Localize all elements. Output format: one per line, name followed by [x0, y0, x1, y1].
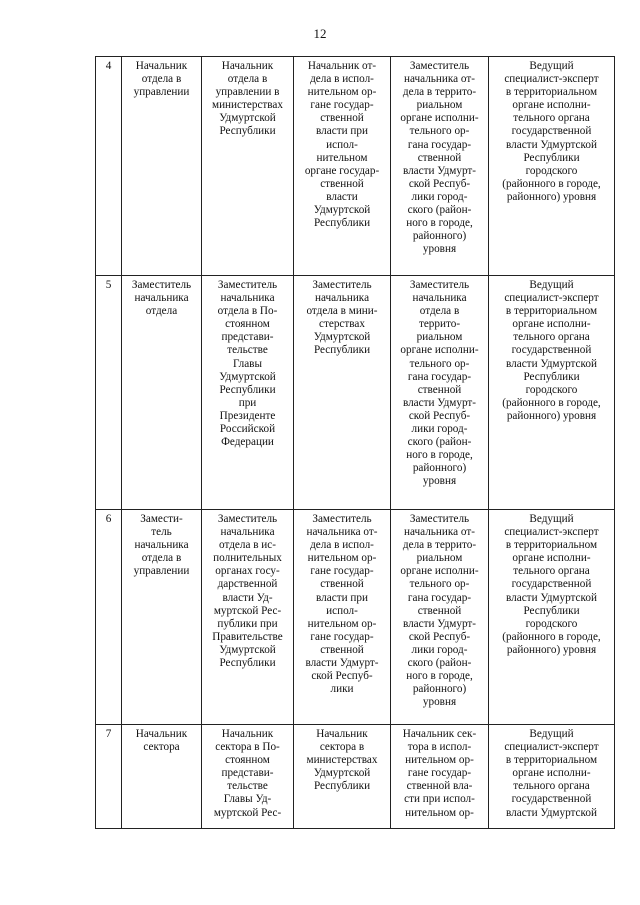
table-cell: Заместитель начальника отдела в ис- полнительных органах госу- дарственной власти Уд- муртской Рес- публики при Правительстве Удмуртской Республики	[202, 510, 294, 725]
table-row	[96, 510, 615, 725]
table-cell: Начальник сектора	[122, 725, 202, 829]
table-cell: Заместитель начальника от- дела в испол- нительном ор- гане государ- ственной власти при испол- нительном ор- гане государ- ственной власти Удмурт- ской Респуб- лики	[294, 510, 391, 725]
page-number: 12	[313, 26, 327, 41]
table-cell: Начальник отдела в управлении в министерствах Удмуртской Республики	[202, 57, 294, 276]
table-cell: Начальник сектора в По- стоянном представи- тельстве Главы Уд- муртской Рес-	[202, 725, 294, 829]
table-cell: Заместитель начальника отдела в По- стоянном представи- тельстве Главы Удмуртской Республики при Президенте Российской Федерации	[202, 276, 294, 510]
table-cell: Начальник сек- тора в испол- нительном ор- гане государ- ственной вла- сти при испол- нительном ор-	[391, 725, 489, 829]
table-cell: Начальник от- дела в испол- нительном ор- гане государ- ственной власти при испол- нительном органе государ- ственной власти Удмуртской Республики	[294, 57, 391, 276]
table-cell: Ведущий специалист-эксперт в территориальном органе исполни- тельного органа государственной власти Удмуртской	[489, 725, 615, 829]
table-cell: Заместитель начальника от- дела в террито- риальном органе исполни- тельного ор- гана государ- ственной власти Удмурт- ской Респуб- лики город- ского (район- ного в городе, районного) уровня	[391, 510, 489, 725]
table-cell: Заместитель начальника отдела в террито- риальном органе исполни- тельного ор- гана государ- ственной власти Удмурт- ской Респуб- лики город- ского (район- ного в городе, районного) уровня	[391, 276, 489, 510]
row-number: 4	[96, 57, 122, 276]
table-cell: Ведущий специалист-эксперт в территориальном органе исполни- тельного органа государственной власти Удмуртской Республики городского (районного в городе, районного) уровня	[489, 57, 615, 276]
table-row	[96, 276, 615, 510]
positions-table	[95, 56, 615, 829]
row-number: 6	[96, 510, 122, 725]
table-row	[96, 57, 615, 276]
table-cell: Заместитель начальника отдела	[122, 276, 202, 510]
table-cell: Заместитель начальника отдела в мини- стерствах Удмуртской Республики	[294, 276, 391, 510]
table-row	[96, 725, 615, 829]
row-number: 5	[96, 276, 122, 510]
table-cell: Заместитель начальника от- дела в террито- риальном органе исполни- тельного ор- гана государ- ственной власти Удмурт- ской Респуб- лики город- ского (район- ного в городе, районного) уровня	[391, 57, 489, 276]
table-cell: Ведущий специалист-эксперт в территориальном органе исполни- тельного органа государственной власти Удмуртской Республики городского (районного в городе, районного) уровня	[489, 510, 615, 725]
table-cell: Ведущий специалист-эксперт в территориальном органе исполни- тельного органа государственной власти Удмуртской Республики городского (районного в городе, районного) уровня	[489, 276, 615, 510]
row-number: 7	[96, 725, 122, 829]
table-cell: Начальник сектора в министерствах Удмуртской Республики	[294, 725, 391, 829]
table-cell: Замести- тель начальника отдела в управлении	[122, 510, 202, 725]
table-cell: Начальник отдела в управлении	[122, 57, 202, 276]
